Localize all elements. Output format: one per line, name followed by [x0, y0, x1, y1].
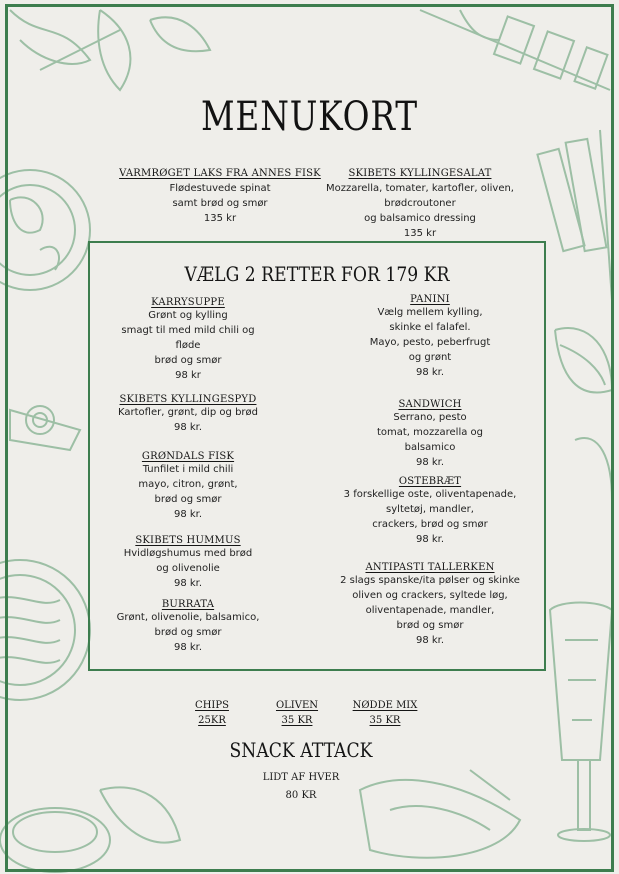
dish-line: brød og smør	[154, 627, 222, 638]
page-title: MENUKORT	[201, 94, 418, 140]
dish-title: SANDWICH	[398, 399, 462, 410]
dish-price: 98 kr.	[173, 578, 203, 589]
snack-price: 35 KR	[369, 715, 401, 726]
dish-title: GRØNDALS FISK	[141, 451, 235, 462]
dish-line: Tunfilet i mild chili	[142, 464, 234, 475]
dish-title: SKIBETS KYLLINGESPYD	[119, 394, 257, 405]
dish-grondals-fisk	[108, 451, 268, 522]
dish-price: 98 kr.	[173, 422, 203, 433]
snack-nodde-mix	[348, 700, 422, 726]
dish-title: BURRATA	[161, 599, 215, 610]
dish-line: smagt til med mild chili og	[121, 325, 255, 336]
dish-line: brødcroutoner	[384, 198, 456, 209]
dish-karrysuppe	[108, 297, 268, 383]
dish-price: 135 kr	[203, 213, 237, 224]
dish-line: Grønt, olivenolie, balsamico,	[116, 612, 260, 623]
dish-price: 98 kr.	[415, 534, 445, 545]
dish-title: KARRYSUPPE	[151, 297, 225, 308]
dish-antipasti	[322, 562, 538, 648]
dish-line: oliven og crackers, syltede løg,	[352, 590, 508, 601]
dish-line: crackers, brød og smør	[372, 519, 488, 530]
snack-attack-title: SNACK ATTACK	[229, 738, 373, 762]
dish-line: 2 slags spanske/ita pølser og skinke	[340, 575, 520, 586]
dish-line: balsamico	[404, 442, 456, 453]
snack-oliven	[262, 700, 332, 726]
dish-line: brød og smør	[154, 494, 222, 505]
dish-price: 98 kr.	[415, 367, 445, 378]
dish-price: 98 kr	[175, 370, 201, 381]
dish-line: Serrano, pesto	[393, 412, 467, 423]
dish-title: VARMRØGET LAKS FRA ANNES FISK	[119, 168, 321, 179]
dish-line: mayo, citron, grønt,	[138, 479, 238, 490]
dish-price: 98 kr.	[173, 642, 203, 653]
dish-line: brød og smør	[396, 620, 464, 631]
dish-line: oliventapenade, mandler,	[365, 605, 495, 616]
snack-attack-subtitle: LIDT AF HVER	[262, 772, 340, 783]
snack-name: NØDDE MIX	[352, 700, 418, 711]
dish-line: og balsamico dressing	[364, 213, 476, 224]
dish-line: syltetøj, mandler,	[386, 504, 474, 515]
dish-kyllingespyd	[98, 394, 278, 435]
dish-price: 135 kr	[403, 228, 437, 239]
snack-name: CHIPS	[195, 700, 229, 711]
dish-price: 98 kr.	[415, 635, 445, 646]
snack-name: OLIVEN	[275, 700, 319, 711]
dish-price: 98 kr.	[415, 457, 445, 468]
dish-panini	[342, 294, 518, 380]
dish-hummus	[108, 535, 268, 591]
dish-line: 3 forskellige oste, oliventapenade,	[343, 489, 517, 500]
dish-title: SKIBETS KYLLINGESALAT	[348, 168, 492, 179]
dish-price: 98 kr.	[173, 509, 203, 520]
snack-attack-price: 80 KR	[285, 790, 317, 801]
dish-title: PANINI	[410, 294, 450, 305]
dish-title: OSTEBRÆT	[398, 476, 462, 487]
snack-price: 25KR	[198, 715, 226, 726]
dish-laks	[90, 168, 350, 226]
dish-line: fløde	[175, 340, 201, 351]
dish-ostebraet	[330, 476, 530, 547]
dish-line: Flødestuvede spinat	[169, 183, 271, 194]
dish-kyllingesalat	[320, 168, 520, 241]
dish-line: Mayo, pesto, peberfrugt	[369, 337, 491, 348]
dish-line: og olivenolie	[156, 563, 220, 574]
dish-sandwich	[342, 399, 518, 470]
dish-title: ANTIPASTI TALLERKEN	[365, 562, 495, 573]
dish-line: brød og smør	[154, 355, 222, 366]
dish-line: Hvidløgshumus med brød	[123, 548, 253, 559]
snack-price: 35 KR	[281, 715, 313, 726]
dish-burrata	[108, 599, 268, 655]
combo-box-title: VÆLG 2 RETTER FOR 179 KR	[184, 262, 450, 286]
dish-line: Kartofler, grønt, dip og brød	[118, 407, 258, 418]
dish-title: SKIBETS HUMMUS	[135, 535, 241, 546]
dish-line: Vælg mellem kylling,	[377, 307, 483, 318]
dish-line: skinke el falafel.	[389, 322, 471, 333]
dish-line: samt brød og smør	[172, 198, 268, 209]
dish-line: Mozzarella, tomater, kartofler, oliven,	[326, 183, 514, 194]
snack-chips	[182, 700, 242, 726]
dish-line: Grønt og kylling	[148, 310, 228, 321]
dish-line: tomat, mozzarella og	[376, 427, 484, 438]
dish-line: og grønt	[408, 352, 452, 363]
